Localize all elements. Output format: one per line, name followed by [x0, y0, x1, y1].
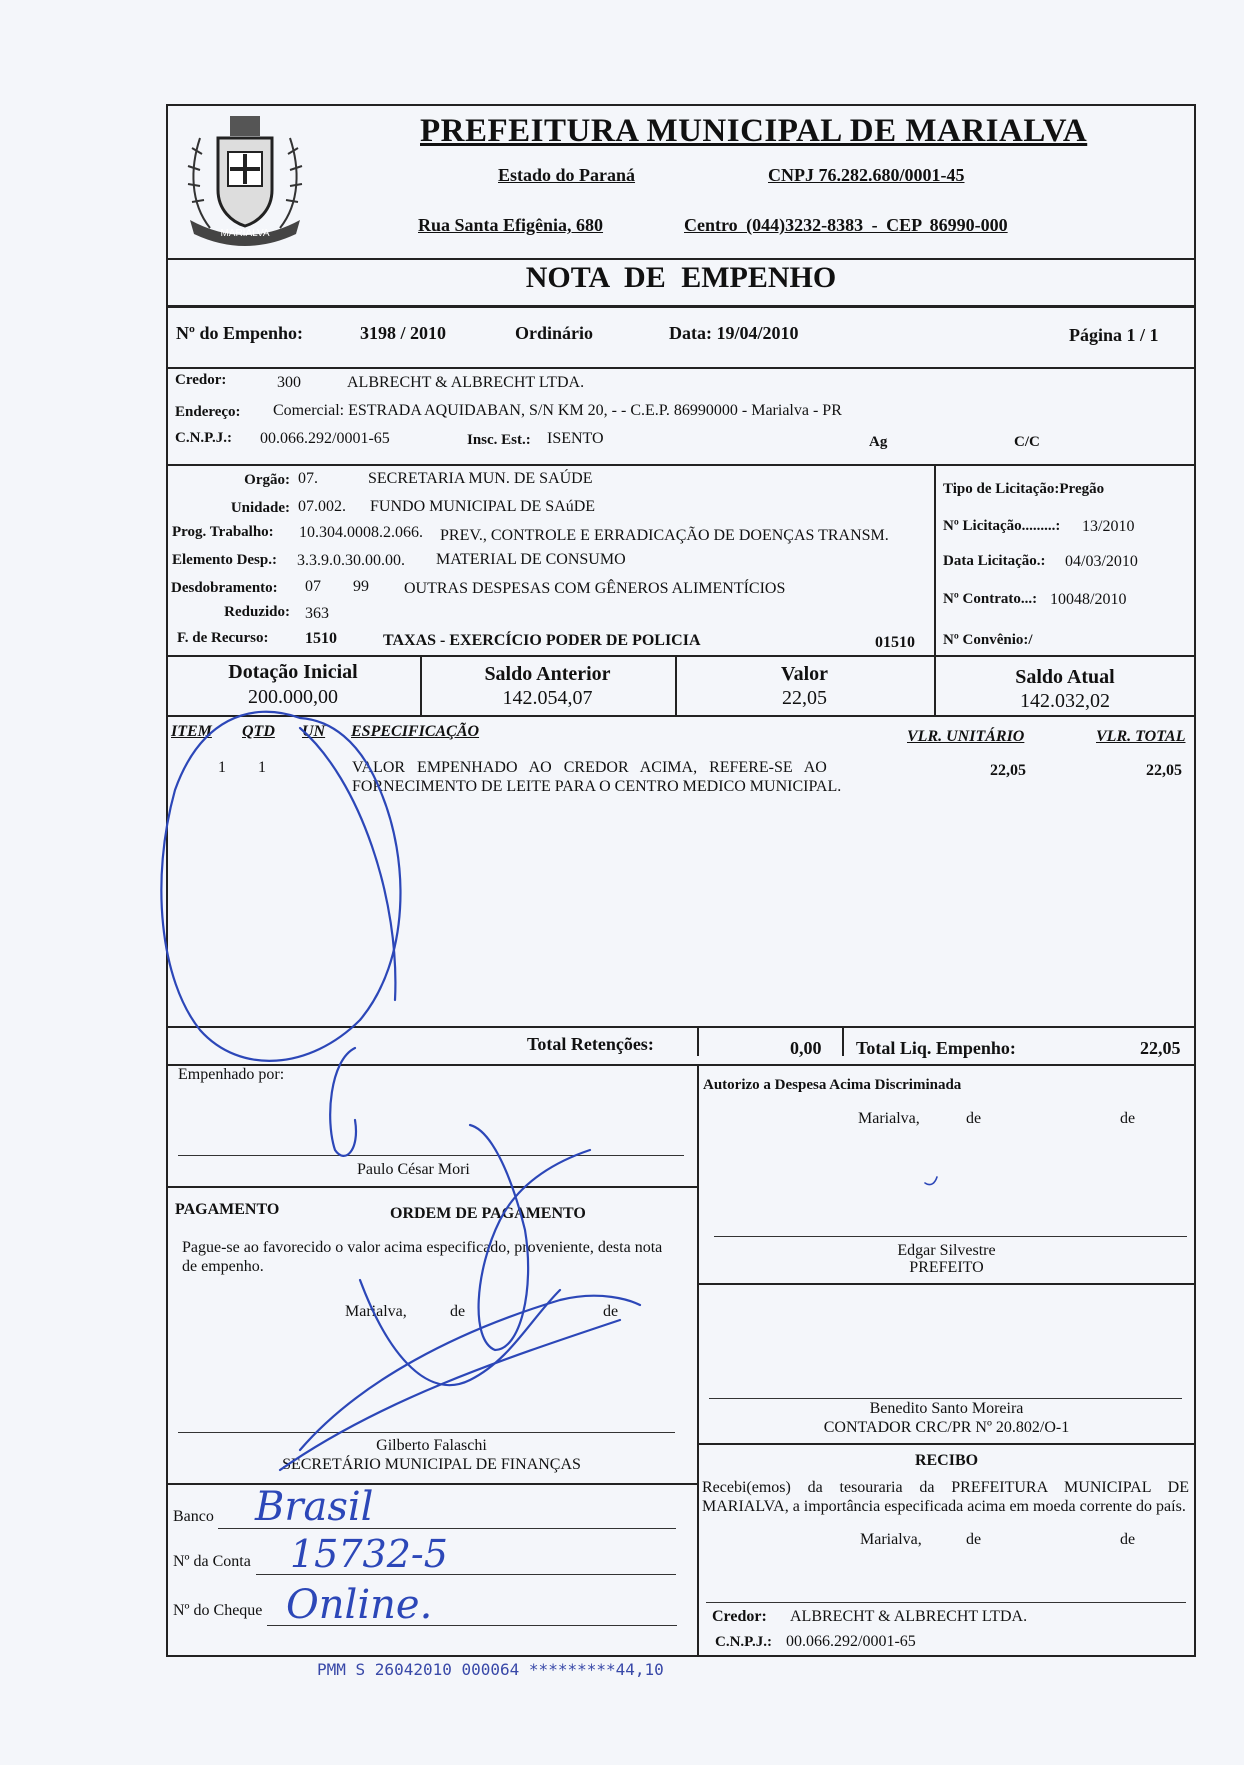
recibo-cnpj: 00.066.292/0001-65 [786, 1633, 916, 1650]
licitacao-numero: 13/2010 [1082, 518, 1135, 535]
orgao-value: SECRETARIA MUN. DE SAÚDE [368, 470, 593, 487]
autorizo-de1: de [966, 1110, 982, 1127]
licitacao-numero-label: Nº Licitação.........: [943, 518, 1061, 534]
col-especificacao: ESPECIFICAÇÃO [351, 723, 480, 740]
liq-value: 22,05 [1140, 1038, 1181, 1058]
desdob-value: OUTRAS DESPESAS COM GÊNEROS ALIMENTÍCIOS [404, 580, 786, 597]
licitacao-data-label: Data Licitação.: [943, 553, 1046, 569]
empenhado-signer: Paulo César Mori [357, 1161, 470, 1178]
endereco-value: Comercial: ESTRADA AQUIDABAN, S/N KM 20, - - C.E.P. 86990000 - Marialva - PR [273, 402, 842, 419]
prog-code: 10.304.0008.2.066. [299, 524, 423, 541]
contrato-value: 10048/2010 [1050, 591, 1127, 608]
row-qtd: 1 [258, 759, 266, 776]
desdob-label: Desdobramento: [171, 580, 278, 596]
conta-handwritten: 15732-5 [290, 1532, 448, 1576]
pagamento-role: SECRETÁRIO MUNICIPAL DE FINANÇAS [282, 1456, 581, 1473]
reduzido-value: 363 [305, 605, 329, 622]
ag-label: Ag [869, 434, 888, 450]
desdob-code2: 99 [353, 578, 369, 595]
contrato-label: Nº Contrato...: [943, 591, 1038, 607]
saldo-anterior-value: 142.054,07 [502, 687, 593, 709]
svg-text:MARIALVA: MARIALVA [220, 228, 270, 239]
recibo-credor-label: Credor: [712, 1608, 767, 1625]
recibo-city: Marialva, [860, 1531, 922, 1548]
recurso-code2: 01510 [875, 634, 915, 651]
row-spec-line2: FORNECIMENTO DE LEITE PARA O CENTRO MEDICO MUNICIPAL. [352, 778, 842, 795]
recibo-title: RECIBO [914, 1452, 979, 1469]
contador-role: CONTADOR CRC/PR Nº 20.802/O-1 [823, 1419, 1070, 1436]
contador-signer: Benedito Santo Moreira [869, 1400, 1024, 1417]
prog-label: Prog. Trabalho: [172, 524, 274, 540]
empenhado-label: Empenhado por: [178, 1066, 285, 1083]
unidade-label: Unidade: [230, 500, 290, 516]
empenho-type: Ordinário [515, 323, 594, 343]
col-un: UN [302, 723, 326, 740]
unidade-code: 07.002. [298, 498, 346, 515]
cnpj-value: 00.066.292/0001-65 [260, 430, 390, 447]
header-address: Rua Santa Efigênia, 680 [418, 215, 604, 235]
credor-code: 300 [277, 374, 301, 391]
cheque-label: Nº do Cheque [173, 1602, 263, 1619]
pagamento-signer: Gilberto Falaschi [376, 1437, 487, 1454]
pagamento-de1: de [450, 1303, 466, 1320]
col-vlr-total: VLR. TOTAL [1096, 728, 1186, 745]
recurso-label: F. de Recurso: [177, 630, 269, 646]
reduzido-label: Reduzido: [224, 604, 290, 620]
banco-label: Banco [173, 1508, 214, 1525]
orgao-code: 07. [298, 470, 318, 487]
row-spec-line1: VALOR EMPENHADO AO CREDOR ACIMA, REFERE-SE AO [352, 759, 827, 776]
doc-title: NOTA DE EMPENHO [525, 261, 837, 294]
elemento-label: Elemento Desp.: [172, 552, 277, 568]
dotacao-inicial-value: 200.000,00 [248, 686, 338, 708]
cheque-handwritten: Online. [286, 1582, 433, 1628]
prog-value: PREV., CONTROLE E ERRADICAÇÃO DE DOENÇAS TRANSM. [440, 527, 889, 544]
licitacao-tipo: Tipo de Licitação:Pregão [943, 481, 1105, 497]
retencoes-value: 0,00 [790, 1038, 822, 1058]
col-item: ITEM [171, 723, 212, 740]
valor-label: Valor [780, 663, 829, 685]
recurso-code: 1510 [305, 630, 337, 647]
desdob-code1: 07 [305, 578, 321, 595]
banco-handwritten: Brasil [255, 1484, 374, 1530]
cnpj-label: C.N.P.J.: [175, 430, 232, 446]
header-contact: Centro (044)3232-8383 - CEP 86990-000 [684, 215, 1008, 235]
credor-name: ALBRECHT & ALBRECHT LTDA. [347, 374, 585, 391]
liq-label: Total Liq. Empenho: [856, 1038, 1016, 1058]
pagamento-de2: de [603, 1303, 619, 1320]
header-title: PREFEITURA MUNICIPAL DE MARIALVA [420, 113, 1088, 149]
autorizo-title: Autorizo a Despesa Acima Discriminada [703, 1077, 962, 1093]
empenho-number: 3198 / 2010 [360, 323, 447, 343]
licitacao-data: 04/03/2010 [1065, 553, 1138, 570]
col-qtd: QTD [242, 723, 275, 740]
elemento-value: MATERIAL DE CONSUMO [436, 551, 626, 568]
recibo-text: Recebi(emos) da tesouraria da PREFEITURA MUNICIPAL DE MARIALVA, a importância especificada acima em moeda corrente do país. [702, 1479, 1189, 1515]
insc-label: Insc. Est.: [467, 432, 531, 448]
autorizo-city: Marialva, [858, 1110, 920, 1127]
page-number: Página 1 / 1 [1069, 325, 1159, 345]
pagamento-city: Marialva, [345, 1303, 407, 1320]
orgao-label: Orgão: [244, 472, 290, 488]
recibo-de2: de [1120, 1531, 1136, 1548]
valor-value: 22,05 [782, 687, 827, 709]
cc-label: C/C [1014, 434, 1040, 450]
autorizo-de2: de [1120, 1110, 1136, 1127]
conta-label: Nº da Conta [173, 1553, 251, 1570]
saldo-atual-value: 142.032,02 [1020, 690, 1110, 712]
recibo-cnpj-label: C.N.P.J.: [715, 1634, 772, 1650]
empenho-label: Nº do Empenho: [176, 323, 303, 343]
autorizo-role: PREFEITO [909, 1259, 984, 1276]
pagamento-label: PAGAMENTO [175, 1201, 280, 1218]
retencoes-label: Total Retenções: [527, 1034, 654, 1054]
ordem-pagamento: ORDEM DE PAGAMENTO [390, 1205, 586, 1222]
recibo-de1: de [966, 1531, 982, 1548]
endereco-label: Endereço: [175, 404, 241, 420]
recibo-credor: ALBRECHT & ALBRECHT LTDA. [790, 1608, 1028, 1625]
row-item: 1 [218, 759, 226, 776]
autorizo-signer: Edgar Silvestre [897, 1242, 996, 1259]
recurso-value: TAXAS - EXERCÍCIO PODER DE POLICIA [383, 632, 701, 649]
col-vlr-unitario: VLR. UNITÁRIO [907, 728, 1025, 745]
payment-stamp: PMM S 26042010 000064 *********44,10 [317, 1660, 664, 1679]
row-total: 22,05 [1146, 762, 1182, 779]
dotacao-inicial-label: Dotação Inicial [228, 661, 358, 683]
elemento-code: 3.3.9.0.30.00.00. [297, 552, 405, 569]
saldo-anterior-label: Saldo Anterior [484, 663, 611, 685]
header-state: Estado do Paraná [498, 165, 636, 185]
row-unit: 22,05 [990, 762, 1026, 779]
credor-label: Credor: [175, 372, 227, 388]
empenho-date: Data: 19/04/2010 [669, 323, 799, 343]
header-cnpj: CNPJ 76.282.680/0001-45 [768, 165, 965, 185]
saldo-atual-label: Saldo Atual [1015, 666, 1115, 688]
convenio: Nº Convênio:/ [943, 632, 1033, 648]
insc-value: ISENTO [547, 430, 604, 447]
pagamento-text: Pague-se ao favorecido o valor acima especificado, proveniente, desta nota de empenho. [182, 1239, 663, 1275]
unidade-value: FUNDO MUNICIPAL DE SAúDE [370, 498, 596, 515]
